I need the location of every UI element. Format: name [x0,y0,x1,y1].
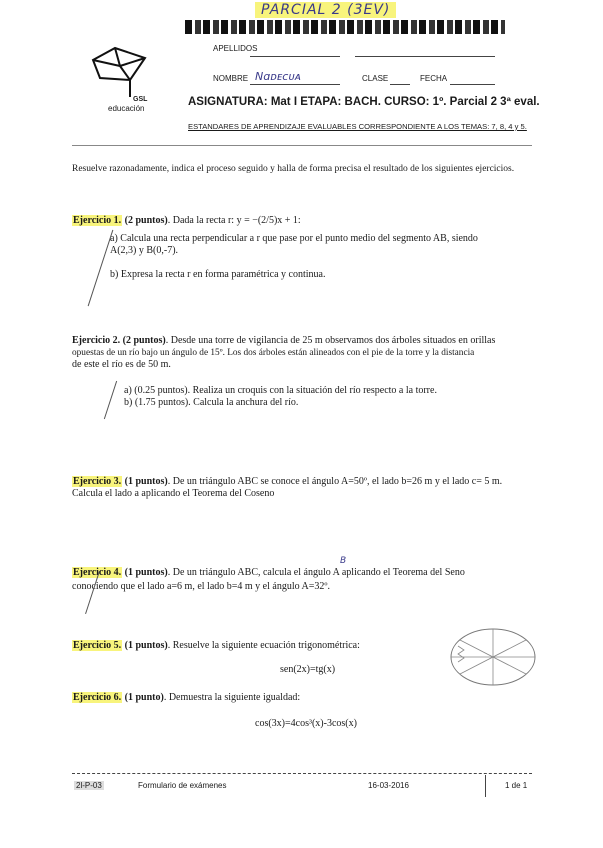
exercise-3-statement-1: De un triángulo ABC se conoce el ángulo A=50º, el lado b=26 m y el lado c= 5 m. [172,476,503,487]
exercise-3-points: (1 puntos) [124,476,168,487]
exercise-5-line: Ejercicio 5. (1 puntos). Resuelve la siguiente ecuación trigonométrica: [73,640,360,651]
apellidos-line [250,56,340,57]
header-divider [72,145,532,146]
exercise-4-handwritten-note: B [340,556,347,566]
exercise-5-equation: sen(2x)=tg(x) [280,664,336,675]
exercise-5-points: (1 puntos) [124,640,168,651]
footer-page: 1 de 1 [505,781,528,790]
exercise-1-title: Ejercicio 1. [73,215,122,226]
nombre-handwriting: Nɑᴅᴇᴄᴜᴀ [255,70,302,83]
exercise-1-points: (2 puntos) [124,215,168,226]
exercise-6-statement: Demuestra la siguiente igualdad: [168,692,301,703]
estandares-line: ESTANDARES DE APRENDIZAJE EVALUABLES CORRESPONDIENTE A LOS TEMAS: 7, 8, 4 y 5. [188,122,527,131]
footer-label: Formulario de exámenes [138,781,227,790]
exercise-6-title: Ejercicio 6. [73,692,122,703]
clase-line [390,84,410,85]
exercise-6-equation: cos(3x)=4cos³(x)-3cos(x) [255,718,357,729]
exercise-1-statement: Dada la recta r: y = −(2/5)x + 1: [172,215,301,226]
exercise-1: Ejercicio 1. (2 puntos). Dada la recta r: y = −(2/5)x + 1: [73,215,301,226]
unit-circle-sketch-icon [448,626,538,688]
pen-mark-2 [104,381,117,419]
exercise-2-part-a: a) (0.25 puntos). Realiza un croquis con la situación del río respecto a la torre. [124,385,437,396]
logo-mark: GSL [133,96,148,103]
footer-code: 2l-P-03 [76,781,102,790]
exercise-5-statement: Resuelve la siguiente ecuación trigonométrica: [172,640,360,651]
pen-mark [88,230,114,306]
clase-label: CLASE [362,74,389,83]
apellidos-label: APELLIDOS [213,44,258,53]
exercise-2-line-3: de este el río es de 50 m. [72,359,171,370]
fecha-label: FECHA [420,74,448,83]
exercise-6-line: Ejercicio 6. (1 punto). Demuestra la siguiente igualdad: [73,692,301,703]
exercise-2-line-2: opuestas de un río bajo un ángulo de 15º. Los dos árboles están alineados con el pie de la torre y la distancia [72,348,475,358]
instructions: Resuelve razonadamente, indica el proceso seguido y halla de forma precisa el resultado de los siguientes ejercicios. [72,164,515,174]
exercise-4-line-2: conociendo que el lado a=6 m, el lado b=4 m y el ángulo A=32º. [72,581,331,592]
exercise-2-statement-1: Desde una torre de vigilancia de 25 m observamos dos árboles situados en orillas [170,335,496,346]
exercise-4-statement-1: De un triángulo ABC, calcula el ángulo A aplicando el Teorema del Seno [172,567,465,578]
exercise-2-line-1: Ejercicio 2. (2 puntos). Desde una torre de vigilancia de 25 m observamos dos árboles situados en orillas [72,335,496,346]
nombre-line [250,84,340,85]
fecha-line [450,84,495,85]
footer-divider [72,773,532,774]
exercise-3-title: Ejercicio 3. [73,476,122,487]
exercise-2-points: (2 puntos) [122,335,166,346]
exercise-3-line-1: Ejercicio 3. (1 puntos). De un triángulo ABC se conoce el ángulo A=50º, el lado b=26 m y el lado c= 5 m. [73,476,503,487]
exercise-4-points: (1 puntos) [124,567,168,578]
exercise-6-points: (1 punto) [124,692,164,703]
exercise-2-title: Ejercicio 2. [72,335,121,346]
footer-separator [485,775,486,797]
apellidos-line-2 [355,56,495,57]
exercise-4-line-1: Ejercicio 4. (1 puntos). De un triángulo ABC, calcula el ángulo A aplicando el Teorema del Seno [73,567,465,578]
logo-cube-icon [85,42,155,102]
handwritten-title: PARCIAL 2 (3EV) [255,2,396,18]
exercise-1-part-b: b) Expresa la recta r en forma paramétrica y continua. [110,269,326,280]
exercise-1-part-a-cont: A(2,3) y B(0,-7). [110,245,179,256]
exercise-3-line-2: Calcula el lado a aplicando el Teorema del Coseno [72,488,275,499]
nombre-label: NOMBRE [213,74,249,83]
footer-date: 16-03-2016 [368,781,409,790]
exercise-5-title: Ejercicio 5. [73,640,122,651]
exercise-4-title: Ejercicio 4. [73,567,122,578]
redacted-header-strip [185,20,505,34]
exercise-2-part-b: b) (1.75 puntos). Calcula la anchura del río. [124,397,299,408]
exercise-1-part-a: a) Calcula una recta perpendicular a r que pase por el punto medio del segmento AB, siendo [110,233,478,244]
logo-text: educación [108,104,145,113]
asignatura-line: ASIGNATURA: Mat I ETAPA: BACH. CURSO: 1º. Parcial 2 3ª eval. [188,96,540,108]
